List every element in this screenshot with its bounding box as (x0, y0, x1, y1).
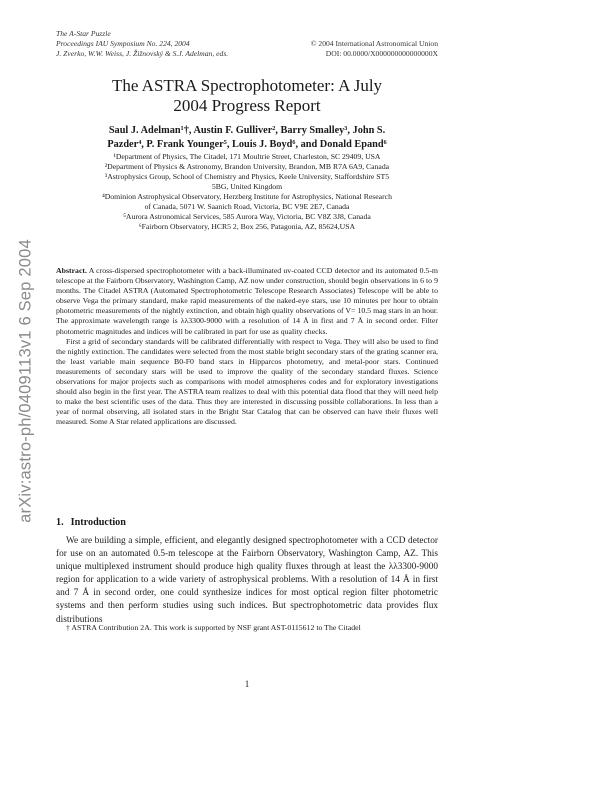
affiliation-line: ³Astrophysics Group, School of Chemistry and Physics, Keele University, Staffordshire ST5 (104, 172, 390, 181)
arxiv-stamp (6, 216, 46, 546)
introduction-paragraph: We are building a simple, efficient, and elegantly designed spectrophotometer with a CCD detector for use on an automated 0.5-m telescope at the Fairborn Observatory, Washington Camp, AZ. This unique multiplexed instrument should produce high quality fluxes through at least the λλ3300-9000 region for application to a wide variety of astrophysical problems. With a resolution of 14 Å in first and 7 Å in second order, one could synthesize indices for most optical region filter photometric systems and then perform studies using such indices. But spectrophotometric data provides flux distributions (56, 536, 438, 625)
page-number: 1 (244, 679, 250, 689)
proceedings-line: Proceedings IAU Symposium No. 224, 2004 (56, 39, 190, 48)
affiliation-line: ⁵Aurora Astronomical Services, 585 Aurora Way, Victoria, BC V8Z 3J8, Canada (123, 212, 371, 221)
abstract-text-1: A cross-dispersed spectrophotometer with a back-illuminated uv-coated CCD detector and its automated 0.5-m telescope at the Fairborn Observatory, Washington Camp, AZ now under construction, should begin observations in 6 to 9 months. The Citadel ASTRA (Automated Spectrophotometric Telescope Research Associates) Telescope will be able to observe Vega the primary standard, make rapid measurements of the naked-eye stars, use 10 minutes per hour to obtain photometric measurements of the nightly extinction, and obtain high quality observations of V= 10.5 mag stars in an hour. The approximate wavelength range is λλ3300-9000 with a resolution of 14 Å in first and 7 Å in second order. Filter photometric magnitudes and indices will be calibrated in part for use as quality checks. (56, 266, 438, 336)
affiliation-line: ¹Department of Physics, The Citadel, 171 Moultrie Street, Charleston, SC 29409, USA (113, 152, 381, 161)
abstract-paragraph-1 (56, 266, 438, 337)
affiliation-line: ⁶Fairborn Observatory, HCR5 2, Box 256, Patagonia, AZ, 85624,USA (138, 222, 356, 231)
section-title: Introduction (70, 517, 126, 528)
affiliation-line: of Canada, 5071 W. Saanich Road, Victoria, BC V9E 2E7, Canada (144, 202, 350, 211)
section-heading (56, 517, 126, 528)
title-line-1: The ASTRA Spectrophotometer: A July (111, 76, 383, 95)
running-header (56, 29, 438, 59)
title-line-2: 2004 Progress Report (173, 96, 321, 115)
journal-name: The A-Star Puzzle (56, 29, 111, 38)
editors-line: J. Zverko, W.W. Weiss, J. Žižnovský & S.J. Adelman, eds. (56, 49, 229, 58)
header-right (268, 39, 438, 59)
doi-line: DOI: 00.0000/X000000000000000X (325, 49, 438, 58)
affiliation-line: 5BG, United Kingdom (211, 182, 283, 191)
abstract-heading: Abstract. (56, 266, 87, 275)
footnote: † ASTRA Contribution 2A. This work is supported by NSF grant AST-0115612 to The Citadel (66, 623, 361, 632)
author-list (56, 124, 438, 152)
authors-line-1: Saul J. Adelman¹†, Austin F. Gulliver², Barry Smalley³, John S. (108, 125, 386, 136)
affiliations (56, 152, 438, 232)
affiliation-line: ²Department of Physics & Astronomy, Brandon University, Brandon, MB R7A 6A9, Canada (104, 162, 390, 171)
copyright-line: © 2004 International Astronomical Union (310, 39, 438, 48)
abstract (56, 266, 438, 428)
abstract-paragraph-2: First a grid of secondary standards will be calibrated differentially with respect to Vega. They will also be used to find the nightly extinction. The candidates were selected from the most stable bright secondary stars of the grating scanner era, the least variable main sequence B0-F0 band stars in Hipparcos photometry, and metal-poor stars. Continued measurements of secondary stars will be used to improve the quality of the secondary standard fluxes. Science observations for major projects such as comparisons with model atmospheres codes and for exploratory investigations should also begin in the first year. The ASTRA team realizes to deal with this potential data flood that they will need help to make the best scientific uses of the data. Thus they are interested in discussing possible collaborations. In less than a year of normal observing, all isolated stars in the Bright Star Catalog that can be observed can have their fluxes well measured. Some A Star related applications are discussed. (56, 336, 438, 427)
arxiv-id: arXiv:astro-ph/0409113v1 6 Sep 2004 (16, 239, 35, 523)
section-number: 1. (56, 517, 64, 528)
affiliation-line: ⁴Dominion Astrophysical Observatory, Herzberg Institute for Astrophysics, National Research (102, 192, 392, 201)
paper-title (56, 76, 438, 116)
authors-line-2: Pazder⁴, P. Frank Younger⁵, Louis J. Boyd⁶, and Donald Epand⁶ (107, 139, 387, 150)
